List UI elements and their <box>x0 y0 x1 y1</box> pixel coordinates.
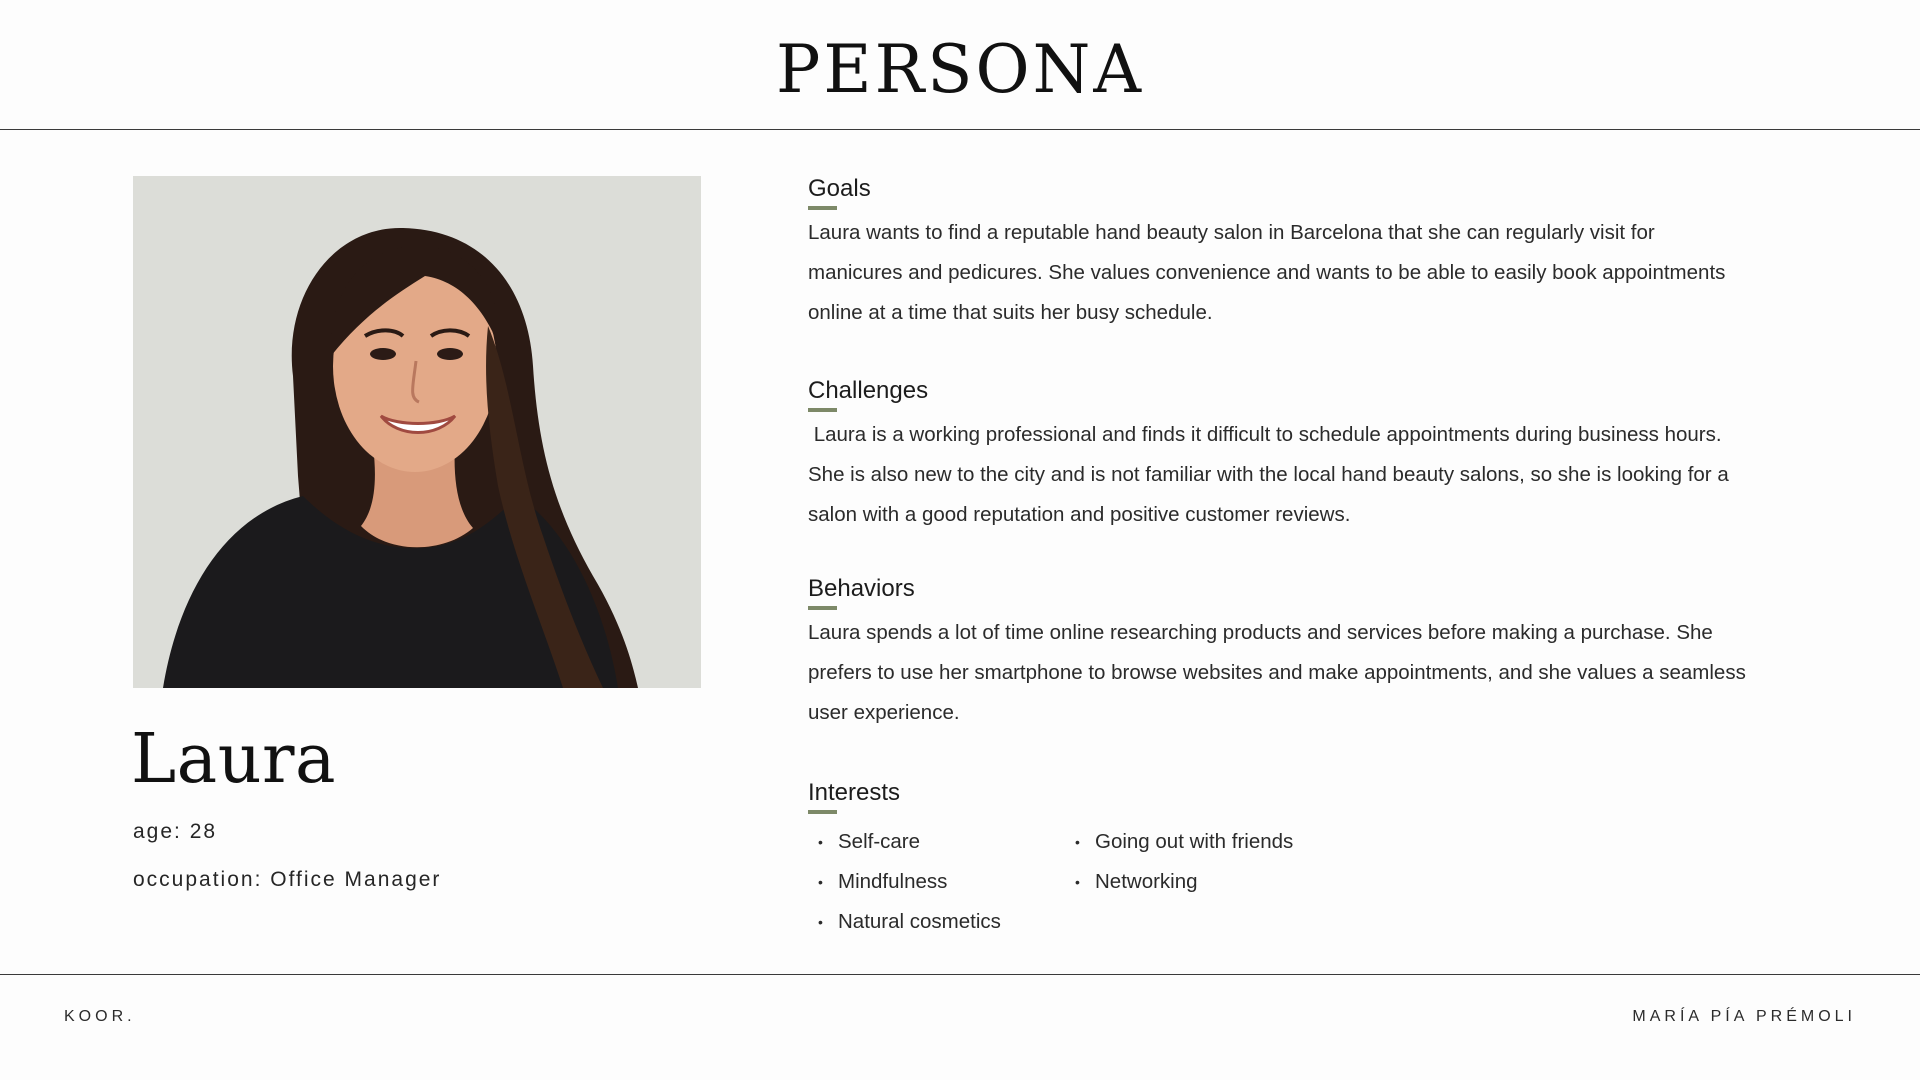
interests-heading <box>808 778 900 808</box>
list-item: • Networking <box>1075 862 1293 902</box>
bullet-icon: • <box>1075 834 1080 850</box>
bullet-icon: • <box>818 834 823 850</box>
challenges-heading-text: Challenges <box>808 377 929 404</box>
interests-section <box>808 778 1748 933</box>
challenges-heading <box>808 376 928 406</box>
challenges-text: Laura is a working professional and finds it difficult to schedule appointments during business hours. She is also new to the city and is not familiar with the local hand beauty salons, so she is looking for a salon with a good reputation and positive customer reviews. <box>808 423 1735 526</box>
persona-photo <box>133 176 701 688</box>
behaviors-section <box>808 574 1752 733</box>
persona-age: age: 28 <box>133 820 218 843</box>
list-item: • Going out with friends <box>1075 822 1293 862</box>
heading-accent-bar <box>808 206 837 210</box>
persona-occupation: occupation: Office Manager <box>133 868 442 891</box>
bullet-icon: • <box>1075 874 1080 890</box>
behaviors-heading-text: Behaviors <box>808 575 915 602</box>
heading-accent-bar <box>808 408 837 412</box>
heading-accent-bar <box>808 810 837 814</box>
behaviors-heading <box>808 574 915 604</box>
bullet-icon: • <box>818 874 823 890</box>
page-title: PERSONA <box>775 31 1144 108</box>
interests-list-column-1 <box>818 822 1001 942</box>
interests-heading-text: Interests <box>808 779 901 806</box>
behaviors-text: Laura spends a lot of time online researching products and services before making a purchase. She prefers to use her smartphone to browse websites and make appointments, and she values a seamless user experience. <box>808 621 1752 724</box>
footer-brand: KOOR. <box>64 1008 136 1025</box>
goals-section <box>808 174 1748 333</box>
list-item: • Mindfulness <box>818 862 1001 902</box>
footer-author: MARÍA PÍA PRÉMOLI <box>1632 1008 1856 1025</box>
persona-name: Laura <box>131 720 337 799</box>
list-item: • Self-care <box>818 822 1001 862</box>
goals-text: Laura wants to find a reputable hand beauty salon in Barcelona that she can regularly visit for manicures and pedicures. She values convenience and wants to be able to easily book appointments online at a time that suits her busy schedule. <box>808 221 1732 324</box>
interests-list-column-2 <box>1075 822 1293 902</box>
bottom-divider <box>0 974 1920 975</box>
goals-heading <box>808 174 871 204</box>
list-item: • Natural cosmetics <box>818 902 1001 942</box>
heading-accent-bar <box>808 606 837 610</box>
challenges-section <box>808 376 1748 535</box>
top-divider <box>0 129 1920 130</box>
bullet-icon: • <box>818 914 823 930</box>
goals-heading-text: Goals <box>808 175 871 202</box>
